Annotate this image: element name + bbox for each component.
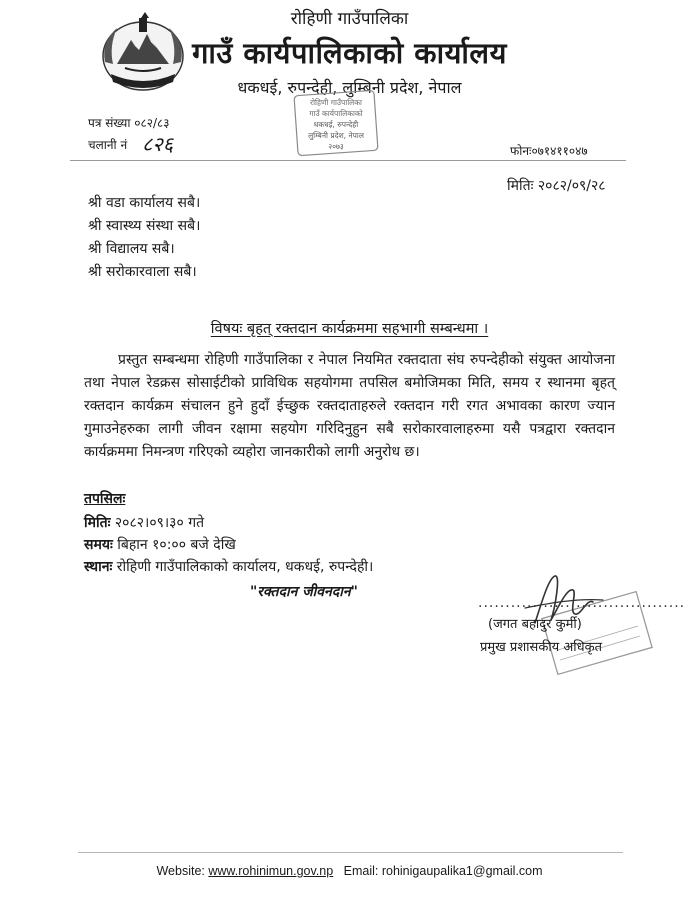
- schedule-time-value: बिहान १०:०० बजे देखि: [117, 537, 236, 553]
- phone-number: फोनः०७१४११०४७: [510, 144, 588, 158]
- recipient-list: [88, 192, 200, 284]
- footer-divider: [78, 852, 623, 853]
- office-stamp: [293, 90, 379, 156]
- letter-subject: विषयः बृहत् रक्तदान कार्यक्रममा सहभागी सम्बन्धमा ।: [210, 321, 489, 337]
- schedule-heading: तपसिलः: [84, 491, 126, 507]
- office-title: गाउँ कार्यपालिकाको कार्यालय: [192, 36, 507, 70]
- recipient-item: श्री वडा कार्यालय सबै।: [88, 195, 201, 211]
- recipient-item: श्री सरोकारवाला सबै।: [88, 264, 197, 280]
- stamp-line-4: लुम्बिनी प्रदेश, नेपाल: [308, 131, 364, 140]
- website-link[interactable]: www.rohinimun.gov.np: [208, 864, 334, 878]
- schedule-date-label: मितिः: [84, 515, 111, 531]
- schedule-time-row: [84, 534, 373, 556]
- schedule-time-label: समयः: [84, 537, 113, 553]
- schedule-place-row: [84, 556, 373, 578]
- letter-body: प्रस्तुत सम्बन्धमा रोहिणी गाउँपालिका र नेपाल नियमित रक्तदाता संघ रुपन्देहीको संयुक्त आयोजना तथा नेपाल रेडक्रस सोसाईटीको प्राविधिक सहयोगमा तपसिल बमोजिमका मिति, समय र स्थानमा बृहत् रक्तदान कार्यक्रम संचालन हुने हुदाँ ईच्छुक रक्तदाताहरुले रक्तदान गरी रगत अभावका कारण ज्यान गुमाउनेहरुका लागी जीवन रक्षामा सहयोग गरिदिनुहुन सबै सरोकारवालाहरुमा यसै पत्रद्वारा रक्तदान कार्यक्रममा निमन्त्रण गरिएको व्यहोरा जानकारीको लागी अनुरोध छ।: [84, 352, 615, 460]
- email-address[interactable]: rohinigaupalika1@gmail.com: [381, 864, 543, 878]
- stamp-line-1: रोहिणी गाउँपालिका: [310, 98, 362, 107]
- signature-line: ......................................: [478, 595, 686, 611]
- dispatch-number: ८२६: [142, 132, 174, 156]
- dispatch-label: चलानी नं: [88, 138, 128, 152]
- header-divider: [70, 160, 626, 161]
- recipient-item: श्री स्वास्थ्य संस्था सबै।: [88, 218, 201, 234]
- office-address: धकधई, रुपन्देही, लुम्बिनी प्रदेश, नेपाल: [237, 78, 462, 97]
- slogan: "रक्तदान जीवनदान": [250, 584, 358, 600]
- municipality-name: रोहिणी गाउँपालिका: [290, 9, 409, 29]
- schedule-details: [84, 488, 373, 578]
- schedule-place-value: रोहिणी गाउँपालिकाको कार्यालय, धकधई, रुपन्देही।: [116, 559, 374, 575]
- letter-date: मितिः २०८२/०९/२८: [507, 178, 606, 194]
- stamp-line-2: गाउँ कार्यपालिकाको: [309, 109, 363, 118]
- website-label: Website:: [156, 864, 205, 878]
- schedule-date-row: [84, 512, 373, 534]
- reference-number: पत्र संख्या ०८२/८३: [88, 116, 170, 130]
- signatory-title: प्रमुख प्रशासकीय अधिकृत: [480, 640, 603, 655]
- email-label: Email:: [343, 864, 379, 878]
- stamp-line-3: धकधई, रुपन्देही: [313, 120, 359, 129]
- schedule-date-value: २०८२।०९।३० गते: [114, 515, 205, 531]
- schedule-place-label: स्थानः: [84, 559, 113, 575]
- signatory-name: (जगत बहादुर कुर्मी): [488, 617, 582, 632]
- footer: [0, 864, 699, 878]
- stamp-line-5: २०७३: [328, 142, 344, 151]
- recipient-item: श्री विद्यालय सबै।: [88, 241, 175, 257]
